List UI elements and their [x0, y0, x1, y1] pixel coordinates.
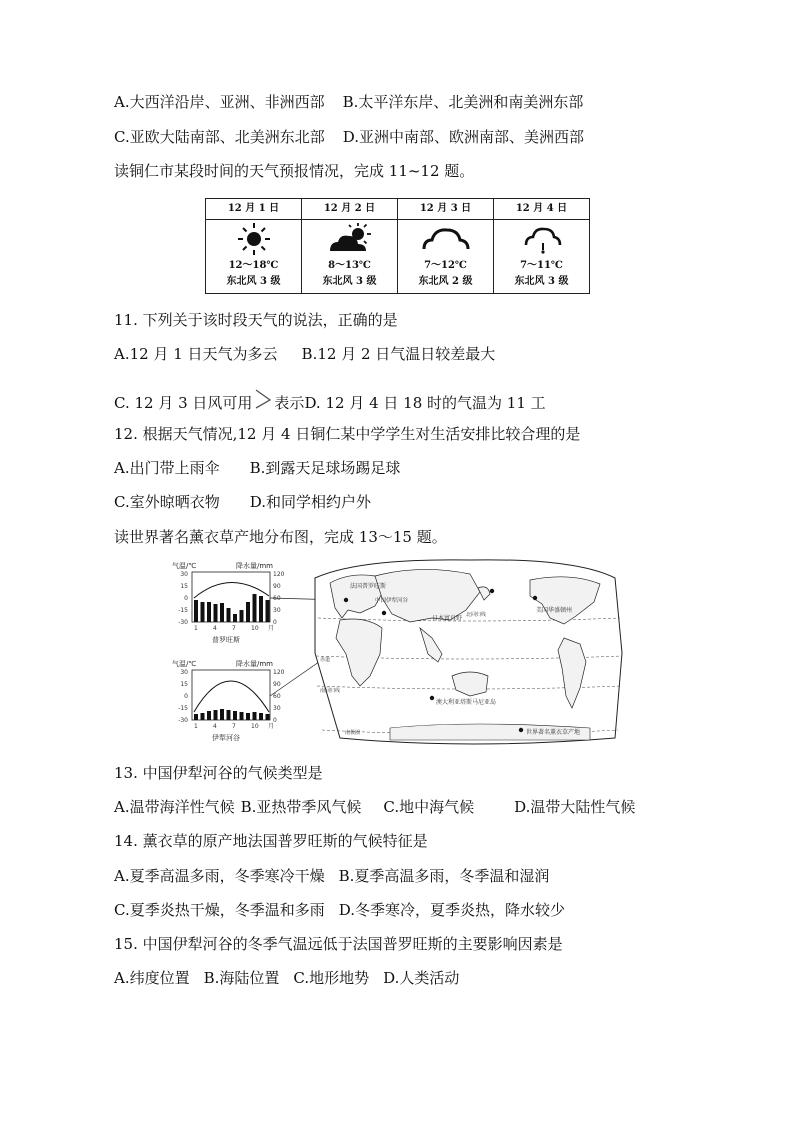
precip-tick: 30: [273, 607, 281, 614]
weather-temp: 8～13℃: [328, 260, 371, 271]
q14-options-row2: [114, 900, 565, 920]
q11-option-a: A.12 月 1 日天气为多云: [114, 345, 278, 363]
q12-option-b: B.到露天足球场踢足球: [249, 459, 401, 477]
weather-day-2: [302, 199, 398, 293]
q10-option-d: D.亚洲中南部、欧洲南部、美洲西部: [342, 128, 584, 146]
q14-options-row1: [114, 866, 549, 886]
chart2-temp-label: 气温/℃: [172, 660, 197, 668]
q13-stem: 13. 中国伊犁河谷的气候类型是: [114, 764, 323, 782]
q15-option-a: A.纬度位置: [114, 969, 190, 987]
q15-option-d: D.人类活动: [383, 969, 460, 987]
label-tropic-capricorn: 南回归线: [320, 688, 341, 694]
wind-symbol-icon: [252, 388, 274, 415]
temp-tick: 30: [180, 669, 188, 676]
light-rain-icon: [494, 220, 589, 258]
month-tick: 7: [232, 625, 236, 632]
temp-tick: -15: [178, 705, 188, 712]
weather-date: 12 月 4 日: [494, 199, 589, 220]
weather-date: 12 月 2 日: [302, 199, 397, 220]
q15-options: [114, 968, 459, 988]
temp-tick: 0: [184, 595, 188, 602]
chart1-precip-label: 降水量/mm: [236, 562, 273, 570]
precip-tick: 0: [273, 717, 277, 724]
precip-tick: 120: [273, 669, 285, 676]
sun-icon: [206, 220, 301, 258]
label-washington: 美国华盛顿州: [536, 607, 573, 614]
label-tropic-cancer: 北回归线: [466, 612, 487, 618]
q11-stem: 11. 下列关于该时段天气的说法，正确的是: [114, 311, 398, 329]
q10-option-c: C.亚欧大陆南部、北美洲东北部: [114, 128, 325, 146]
label-tasmania: 澳大利亚塔斯马尼亚岛: [436, 699, 497, 706]
month-tick: 10: [251, 625, 259, 632]
chart2-precip-label: 降水量/mm: [236, 660, 273, 668]
weather-forecast-table: [205, 198, 590, 294]
weather-date: 12 月 3 日: [398, 199, 493, 220]
precip-tick: 0: [273, 619, 277, 626]
temp-tick: 30: [180, 571, 188, 578]
label-antarctic: 南极圈: [345, 730, 361, 736]
q15-stem: 15. 中国伊犁河谷的冬季气温远低于法国普罗旺斯的主要影响因素是: [114, 935, 563, 953]
q11-option-d: D. 12 月 4 日 18 时的气温为 11 工: [304, 394, 546, 412]
precip-tick: 60: [273, 595, 281, 602]
q12-option-a: A.出门带上雨伞: [114, 459, 220, 477]
q14-option-b: B.夏季高温多雨，冬季温和湿润: [338, 867, 550, 885]
weather-temp: 12～18℃: [228, 260, 279, 271]
q13-option-b: B.亚热带季风气候: [240, 798, 362, 816]
month-tick: 4: [213, 625, 217, 632]
weather-day-3: [398, 199, 494, 293]
month-tick: 月: [268, 625, 275, 632]
weather-day-4: [494, 199, 589, 293]
q15-option-c: C.地形地势: [293, 969, 370, 987]
weather-date: 12 月 1 日: [206, 199, 301, 220]
q12-option-d: D.和同学相约户外: [249, 493, 371, 511]
weather-wind: 东北风 3 级: [226, 276, 281, 287]
weather-temp: 7～11℃: [520, 260, 563, 271]
weather-wind: 东北风 2 级: [418, 276, 473, 287]
weather-day-1: [206, 199, 302, 293]
temp-tick: 15: [180, 681, 188, 688]
cloud-icon: [398, 220, 493, 258]
q12-stem: 12. 根据天气情况,12 月 4 日铜仁某中学学生对生活安排比较合理的是: [114, 425, 581, 443]
label-yili: 中国伊犁河谷: [375, 598, 409, 604]
temp-tick: -30: [178, 717, 188, 724]
q14-option-a: A.夏季高温多雨，冬季寒冷干燥: [114, 867, 325, 885]
month-tick: 7: [232, 723, 236, 730]
temp-tick: 0: [184, 693, 188, 700]
q13-options: [114, 797, 635, 817]
weather-wind: 东北风 3 级: [514, 276, 569, 287]
q13-option-c: C.地中海气候: [383, 798, 475, 816]
world-map: [315, 560, 622, 744]
q10-option-a: A.大西洋沿岸、亚洲、非洲西部: [114, 93, 325, 111]
q11-option-b: B.12 月 2 日气温日较差最大: [301, 345, 496, 363]
month-tick: 4: [213, 723, 217, 730]
chart1-name: 普罗旺斯: [212, 636, 240, 644]
weather-temp: 7～12℃: [424, 260, 467, 271]
month-tick: 10: [251, 723, 259, 730]
q12-options-row1: [114, 458, 400, 478]
precip-tick: 120: [273, 571, 285, 578]
q12-option-c: C.室外晾晒衣物: [114, 493, 220, 511]
q11-option-c: C. 12 月 3 日风可用: [114, 394, 253, 412]
label-furano: 日本富良野: [432, 615, 463, 622]
q13-option-a: A.温带海洋性气候: [114, 798, 235, 816]
label-provence: 法国普罗旺斯: [350, 583, 387, 590]
q10-option-b: B.太平洋东岸、北美洲和南美洲东部: [342, 93, 584, 111]
precip-tick: 30: [273, 705, 281, 712]
month-tick: 月: [268, 723, 275, 730]
precip-tick: 90: [273, 681, 281, 688]
legend-label: 世界著名薰衣草产地: [526, 729, 581, 736]
month-tick: 1: [194, 625, 198, 632]
weather-intro: 读铜仁市某段时间的天气预报情况，完成 11~12 题。: [114, 162, 475, 180]
partly-cloudy-icon: [302, 220, 397, 258]
q14-option-c: C.夏季炎热干燥，冬季温和多雨: [114, 901, 325, 919]
chart1-temp-label: 气温/℃: [172, 562, 197, 570]
q12-options-row2: [114, 492, 371, 512]
q13-option-d: D.温带大陆性气候: [514, 798, 636, 816]
map-intro: 读世界著名薰衣草产地分布图，完成 13～15 题。: [114, 528, 447, 546]
q10-options-row2: [114, 127, 584, 147]
q10-options-row1: [114, 92, 583, 112]
month-tick: 1: [194, 723, 198, 730]
temp-tick: 15: [180, 583, 188, 590]
q11-options-row1: [114, 344, 495, 364]
lavender-map-figure: [170, 558, 625, 748]
q15-option-b: B.海陆位置: [203, 969, 280, 987]
q11-options-row2: [114, 388, 546, 415]
label-equator: 赤道: [320, 657, 331, 663]
q11-option-c-suffix: 表示: [274, 394, 305, 412]
precip-tick: 90: [273, 583, 281, 590]
q14-stem: 14. 薰衣草的原产地法国普罗旺斯的气候特征是: [114, 832, 428, 850]
temp-tick: -15: [178, 607, 188, 614]
temp-tick: -30: [178, 619, 188, 626]
weather-wind: 东北风 3 级: [322, 276, 377, 287]
q14-option-d: D.冬季寒冷，夏季炎热，降水较少: [338, 901, 565, 919]
chart2-name: 伊犁河谷: [212, 734, 240, 742]
precip-tick: 60: [273, 693, 281, 700]
